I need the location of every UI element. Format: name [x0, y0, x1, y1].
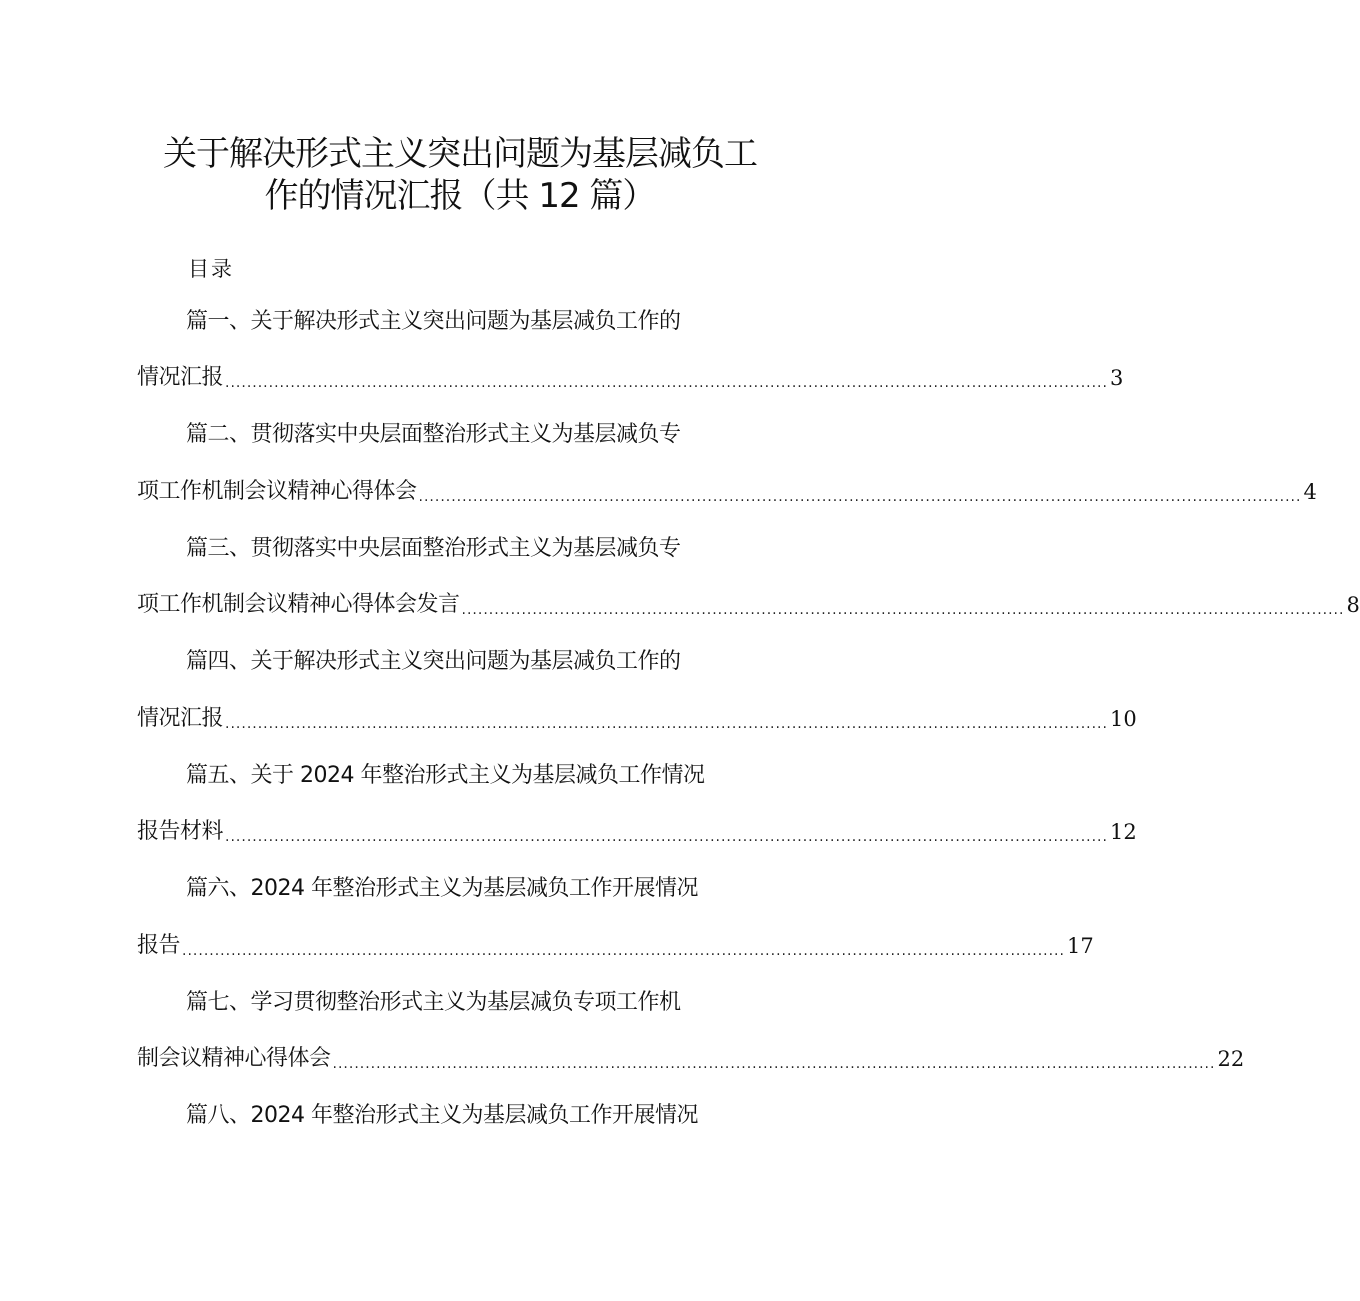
- toc-entry-3-title: 篇三、贯彻落实中央层面整治形式主义为基层减负专: [186, 536, 681, 561]
- toc-entry-4-page: 10: [1109, 707, 1137, 731]
- document-title-line-1: 关于解决形式主义突出问题为基层减负工: [163, 134, 757, 174]
- toc-entry-7-page: 22: [1217, 1047, 1245, 1071]
- leader-dots: ..................................................................................................................................................................: [332, 1056, 1216, 1072]
- toc-entry-5-title-cont: 报告材料: [137, 819, 224, 844]
- toc-entry-2[interactable]: [137, 476, 1317, 508]
- toc-entry-1-page: 3: [1109, 366, 1124, 390]
- toc-entry-2-page: 4: [1303, 480, 1317, 504]
- toc-entry-4-title-cont: 情况汇报: [137, 706, 224, 731]
- toc-entry-7-title: 篇七、学习贯彻整治形式主义为基层减负专项工作机: [186, 990, 681, 1015]
- toc-entry-2-title-cont: 项工作机制会议精神心得体会: [137, 479, 417, 504]
- toc-entry-1-title: 篇一、关于解决形式主义突出问题为基层减负工作的: [186, 309, 681, 334]
- toc-entry-7-title-cont: 制会议精神心得体会: [137, 1046, 331, 1071]
- toc-entry-6[interactable]: [137, 930, 1094, 962]
- toc-entry-6-title: 篇六、2024 年整治形式主义为基层减负工作开展情况: [186, 876, 698, 901]
- toc-entry-3[interactable]: [137, 589, 1360, 621]
- leader-dots: ..................................................................................................................................................................: [182, 943, 1065, 959]
- leader-dots: ..................................................................................................................................................................: [418, 489, 1302, 505]
- toc-entry-5[interactable]: [137, 816, 1137, 848]
- toc-entry-1[interactable]: [137, 362, 1124, 394]
- toc-entry-5-page: 12: [1109, 820, 1137, 844]
- toc-entry-3-page: 8: [1346, 593, 1360, 617]
- leader-dots: ..................................................................................................................................................................: [225, 716, 1108, 732]
- toc-entry-4[interactable]: [137, 703, 1137, 735]
- toc-entry-8-title[interactable]: 篇八、2024 年整治形式主义为基层减负工作开展情况: [186, 1103, 698, 1128]
- leader-dots: ..................................................................................................................................................................: [461, 602, 1345, 618]
- document-title-line-2: 作的情况汇报（共 12 篇）: [264, 176, 656, 216]
- leader-dots: ..................................................................................................................................................................: [225, 375, 1108, 391]
- leader-dots: ..................................................................................................................................................................: [225, 829, 1108, 845]
- toc-heading: 目录: [188, 257, 234, 281]
- toc-entry-4-title: 篇四、关于解决形式主义突出问题为基层减负工作的: [186, 649, 681, 674]
- toc-entry-2-title: 篇二、贯彻落实中央层面整治形式主义为基层减负专: [186, 422, 681, 447]
- toc-entry-5-title: 篇五、关于 2024 年整治形式主义为基层减负工作情况: [186, 763, 705, 788]
- toc-entry-3-title-cont: 项工作机制会议精神心得体会发言: [137, 592, 460, 617]
- toc-entry-6-title-cont: 报告: [137, 933, 181, 958]
- toc-entry-7[interactable]: [137, 1043, 1245, 1075]
- toc-entry-6-page: 17: [1066, 934, 1094, 958]
- toc-entry-1-title-cont: 情况汇报: [137, 365, 224, 390]
